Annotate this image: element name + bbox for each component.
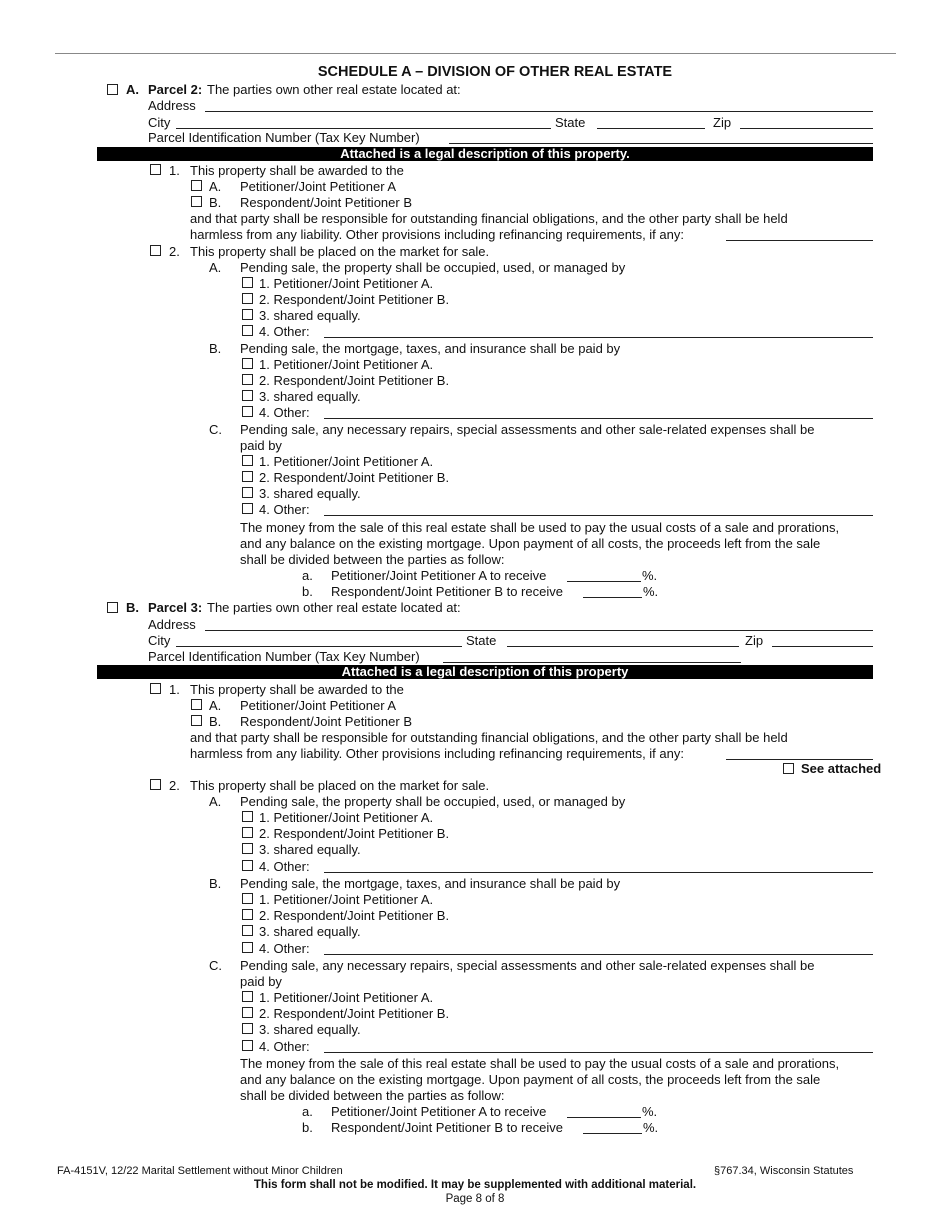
parcel2-c-opt4-label: 4. Other: (259, 502, 310, 517)
parcel2-award-text: This property shall be awarded to the (190, 163, 404, 178)
parcel3-split-b-text: Respondent/Joint Petitioner B to receive (331, 1120, 563, 1135)
parcel3-award-num: 1. (169, 682, 180, 697)
parcel3-state-field[interactable] (507, 646, 739, 647)
parcel3-b-opt3-checkbox[interactable] (242, 925, 253, 936)
parcel3-a-other-field[interactable] (324, 872, 873, 873)
parcel3-zip-field[interactable] (772, 646, 873, 647)
parcel2-award-num: 1. (169, 163, 180, 178)
parcel2-c-opt4-checkbox[interactable] (242, 503, 253, 514)
parcel2-refinancing-field[interactable] (726, 240, 873, 241)
parcel3-c-opt2-checkbox[interactable] (242, 1007, 253, 1018)
parcel2-a-other-field[interactable] (324, 337, 873, 338)
parcel2-a-opt3-checkbox[interactable] (242, 309, 253, 320)
parcel2-split-b-percent-field[interactable] (583, 597, 642, 598)
parcel2-a-opt1-label: 1. Petitioner/Joint Petitioner A. (259, 276, 434, 291)
parcel2-pin-label: Parcel Identification Number (Tax Key Number) (148, 130, 420, 145)
parcel3-award-resp2: harmless from any liability. Other provisions including refinancing requirements, if any: (190, 746, 684, 761)
parcel3-award-a-letter: A. (209, 698, 222, 713)
parcel2-c-other-field[interactable] (324, 515, 873, 516)
parcel2-pin-field[interactable] (449, 143, 873, 144)
parcel3-sub-c-letter: C. (209, 958, 222, 973)
parcel3-c-opt1-checkbox[interactable] (242, 991, 253, 1002)
parcel2-split-a-pct: %. (642, 568, 658, 583)
parcel3-award-b-checkbox[interactable] (191, 715, 202, 726)
parcel2-legal-description-bar: Attached is a legal description of this property. (97, 147, 873, 161)
parcel2-b-opt4-checkbox[interactable] (242, 406, 253, 417)
parcel2-checkbox[interactable] (107, 84, 118, 95)
parcel2-market-num: 2. (169, 244, 180, 259)
parcel3-split-b-pct: %. (643, 1120, 659, 1135)
parcel2-award-a-checkbox[interactable] (191, 180, 202, 191)
parcel2-a-opt1-checkbox[interactable] (242, 277, 253, 288)
parcel2-sub-c-letter: C. (209, 422, 222, 437)
parcel3-split-b-letter: b. (302, 1120, 313, 1135)
parcel3-b-opt1-label: 1. Petitioner/Joint Petitioner A. (259, 892, 434, 907)
parcel2-intro: The parties own other real estate located at: (207, 82, 461, 97)
parcel2-a-opt2-checkbox[interactable] (242, 293, 253, 304)
parcel3-market-text: This property shall be placed on the market for sale. (190, 778, 490, 793)
parcel3-a-opt2-label: 2. Respondent/Joint Petitioner B. (259, 826, 450, 841)
footer-page-number: Page 8 of 8 (445, 1193, 505, 1205)
parcel2-zip-label: Zip (713, 115, 732, 130)
parcel2-zip-field[interactable] (740, 128, 873, 129)
parcel2-b-opt2-checkbox[interactable] (242, 374, 253, 385)
parcel2-city-field[interactable] (176, 128, 551, 129)
page-title: SCHEDULE A – DIVISION OF OTHER REAL ESTATE (317, 64, 673, 80)
parcel3-address-label: Address (148, 617, 196, 632)
parcel3-award-a-checkbox[interactable] (191, 699, 202, 710)
parcel2-b-opt1-checkbox[interactable] (242, 358, 253, 369)
parcel3-split-a-text: Petitioner/Joint Petitioner A to receive (331, 1104, 547, 1119)
parcel3-split-a-letter: a. (302, 1104, 313, 1119)
parcel3-b-opt4-checkbox[interactable] (242, 942, 253, 953)
parcel2-sub-c-text1: Pending sale, any necessary repairs, special assessments and other sale-related expenses shall be (240, 422, 815, 437)
parcel3-market-checkbox[interactable] (150, 779, 161, 790)
parcel3-a-opt2-checkbox[interactable] (242, 827, 253, 838)
parcel2-a-opt4-label: 4. Other: (259, 324, 310, 339)
parcel2-sub-a-text: Pending sale, the property shall be occupied, used, or managed by (240, 260, 626, 275)
parcel3-c-opt3-checkbox[interactable] (242, 1023, 253, 1034)
parcel3-b-opt2-checkbox[interactable] (242, 909, 253, 920)
top-rule (55, 53, 896, 54)
parcel2-c-opt1-checkbox[interactable] (242, 455, 253, 466)
parcel2-c-opt1-label: 1. Petitioner/Joint Petitioner A. (259, 454, 434, 469)
parcel3-sub-a-text: Pending sale, the property shall be occupied, used, or managed by (240, 794, 626, 809)
parcel2-market-checkbox[interactable] (150, 245, 161, 256)
parcel3-c-opt4-label: 4. Other: (259, 1039, 310, 1054)
parcel3-split-a-pct: %. (642, 1104, 658, 1119)
parcel3-money1: The money from the sale of this real estate shall be used to pay the usual costs of a sale and prorations, (240, 1056, 840, 1071)
parcel3-sub-a-letter: A. (209, 794, 222, 809)
parcel3-award-b-label: Respondent/Joint Petitioner B (240, 714, 412, 729)
parcel2-label: Parcel 2: (148, 82, 203, 97)
parcel2-sub-a-letter: A. (209, 260, 222, 275)
parcel2-award-a-letter: A. (209, 179, 222, 194)
parcel2-b-opt3-checkbox[interactable] (242, 390, 253, 401)
parcel3-sub-c-text1: Pending sale, any necessary repairs, special assessments and other sale-related expenses shall be (240, 958, 815, 973)
parcel2-c-opt2-checkbox[interactable] (242, 471, 253, 482)
parcel3-c-opt3-label: 3. shared equally. (259, 1022, 361, 1037)
parcel2-b-opt3-label: 3. shared equally. (259, 389, 361, 404)
parcel2-a-opt3-label: 3. shared equally. (259, 308, 361, 323)
parcel2-a-opt2-label: 2. Respondent/Joint Petitioner B. (259, 292, 450, 307)
parcel3-c-opt1-label: 1. Petitioner/Joint Petitioner A. (259, 990, 434, 1005)
parcel2-state-field[interactable] (597, 128, 705, 129)
parcel3-money2: and any balance on the existing mortgage. Upon payment of all costs, the proceeds left from the sale (240, 1072, 821, 1087)
parcel3-address-field[interactable] (205, 630, 873, 631)
parcel3-sub-b-text: Pending sale, the mortgage, taxes, and insurance shall be paid by (240, 876, 621, 891)
parcel3-award-a-label: Petitioner/Joint Petitioner A (240, 698, 397, 713)
parcel3-a-opt3-checkbox[interactable] (242, 843, 253, 854)
parcel2-address-field[interactable] (205, 111, 873, 112)
parcel3-c-opt4-checkbox[interactable] (242, 1040, 253, 1051)
parcel3-city-field[interactable] (176, 646, 462, 647)
parcel2-market-text: This property shall be placed on the market for sale. (190, 244, 490, 259)
parcel3-zip-label: Zip (745, 633, 764, 648)
parcel3-award-b-letter: B. (209, 714, 222, 729)
parcel2-split-a-percent-field[interactable] (567, 581, 641, 582)
parcel2-address-label: Address (148, 98, 196, 113)
parcel2-award-resp1: and that party shall be responsible for outstanding financial obligations, and the other party shall be held (190, 211, 788, 226)
parcel3-a-opt4-checkbox[interactable] (242, 860, 253, 871)
parcel3-money3: shall be divided between the parties as follow: (240, 1088, 505, 1103)
footer-form-id: FA-4151V, 12/22 Marital Settlement without Minor Children (57, 1165, 343, 1177)
parcel3-b-opt4-label: 4. Other: (259, 941, 310, 956)
parcel3-pin-field[interactable] (443, 662, 741, 663)
parcel2-c-opt3-label: 3. shared equally. (259, 486, 361, 501)
parcel3-award-checkbox[interactable] (150, 683, 161, 694)
parcel3-split-a-percent-field[interactable] (567, 1117, 641, 1118)
parcel3-a-opt3-label: 3. shared equally. (259, 842, 361, 857)
parcel2-money2: and any balance on the existing mortgage. Upon payment of all costs, the proceeds left from the sale (240, 536, 821, 551)
parcel3-legal-description-bar: Attached is a legal description of this property (97, 665, 873, 679)
parcel3-market-num: 2. (169, 778, 180, 793)
parcel3-c-other-field[interactable] (324, 1052, 873, 1053)
parcel2-letter: A. (126, 82, 139, 97)
parcel2-award-b-label: Respondent/Joint Petitioner B (240, 195, 412, 210)
parcel2-b-opt2-label: 2. Respondent/Joint Petitioner B. (259, 373, 450, 388)
parcel2-b-opt1-label: 1. Petitioner/Joint Petitioner A. (259, 357, 434, 372)
parcel2-money3: shall be divided between the parties as follow: (240, 552, 505, 567)
parcel2-award-a-label: Petitioner/Joint Petitioner A (240, 179, 397, 194)
parcel2-b-opt4-label: 4. Other: (259, 405, 310, 420)
parcel2-c-opt3-checkbox[interactable] (242, 487, 253, 498)
parcel2-split-b-text: Respondent/Joint Petitioner B to receive (331, 584, 563, 599)
parcel3-label: Parcel 3: (148, 600, 203, 615)
parcel3-checkbox[interactable] (107, 602, 118, 613)
parcel2-split-a-text: Petitioner/Joint Petitioner A to receive (331, 568, 547, 583)
parcel2-award-resp2: harmless from any liability. Other provisions including refinancing requirements, if any: (190, 227, 684, 242)
parcel3-a-opt1-label: 1. Petitioner/Joint Petitioner A. (259, 810, 434, 825)
parcel3-sub-c-text2: paid by (240, 974, 282, 989)
parcel3-intro: The parties own other real estate located at: (207, 600, 461, 615)
parcel2-split-b-pct: %. (643, 584, 659, 599)
parcel3-a-opt4-label: 4. Other: (259, 859, 310, 874)
parcel3-award-text: This property shall be awarded to the (190, 682, 404, 697)
parcel2-award-checkbox[interactable] (150, 164, 161, 175)
parcel3-see-attached-checkbox[interactable] (783, 763, 794, 774)
footer-statute: §767.34, Wisconsin Statutes (714, 1165, 854, 1177)
parcel3-b-opt2-label: 2. Respondent/Joint Petitioner B. (259, 908, 450, 923)
parcel2-split-b-letter: b. (302, 584, 313, 599)
parcel2-b-other-field[interactable] (324, 418, 873, 419)
parcel2-money1: The money from the sale of this real estate shall be used to pay the usual costs of a sale and prorations, (240, 520, 840, 535)
parcel3-b-opt3-label: 3. shared equally. (259, 924, 361, 939)
parcel3-state-label: State (466, 633, 497, 648)
parcel3-pin-label: Parcel Identification Number (Tax Key Number) (148, 649, 420, 664)
parcel3-b-other-field[interactable] (324, 954, 873, 955)
parcel3-sub-b-letter: B. (209, 876, 222, 891)
footer-notice: This form shall not be modified. It may be supplemented with additional material. (253, 1179, 697, 1191)
parcel3-split-b-percent-field[interactable] (583, 1133, 642, 1134)
parcel2-sub-c-text2: paid by (240, 438, 282, 453)
parcel3-refinancing-field[interactable] (726, 759, 873, 760)
parcel3-letter: B. (126, 600, 139, 615)
parcel2-state-label: State (555, 115, 586, 130)
parcel3-see-attached-label: See attached (801, 761, 882, 776)
parcel3-city-label: City (148, 633, 171, 648)
parcel3-c-opt2-label: 2. Respondent/Joint Petitioner B. (259, 1006, 450, 1021)
parcel2-sub-b-text: Pending sale, the mortgage, taxes, and insurance shall be paid by (240, 341, 621, 356)
parcel2-a-opt4-checkbox[interactable] (242, 325, 253, 336)
parcel2-sub-b-letter: B. (209, 341, 222, 356)
parcel3-b-opt1-checkbox[interactable] (242, 893, 253, 904)
parcel2-award-b-letter: B. (209, 195, 222, 210)
parcel2-award-b-checkbox[interactable] (191, 196, 202, 207)
parcel3-a-opt1-checkbox[interactable] (242, 811, 253, 822)
parcel2-split-a-letter: a. (302, 568, 313, 583)
parcel2-city-label: City (148, 115, 171, 130)
parcel3-award-resp1: and that party shall be responsible for outstanding financial obligations, and the other party shall be held (190, 730, 788, 745)
parcel2-c-opt2-label: 2. Respondent/Joint Petitioner B. (259, 470, 450, 485)
